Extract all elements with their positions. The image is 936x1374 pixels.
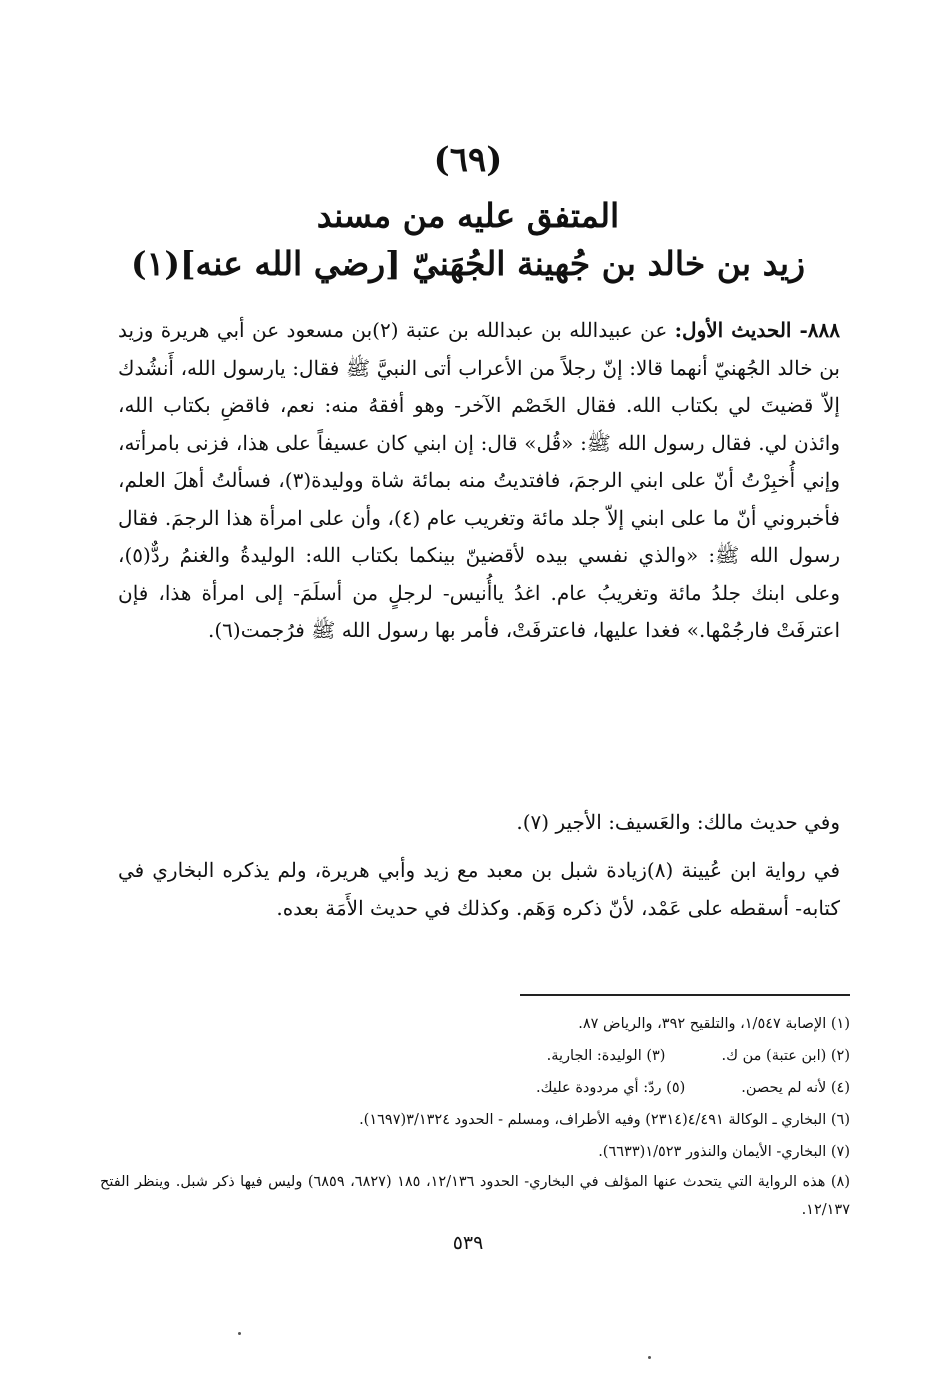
footnote-divider	[520, 994, 850, 996]
footnote-row-4-5	[100, 1072, 850, 1104]
footnotes	[100, 1008, 850, 1224]
page-number: ٥٣٩	[452, 1232, 484, 1254]
section-subtitle: زيد بن خالد بن جُهينة الجُهَنيّ [رضي الله عنه](١)	[130, 244, 806, 283]
footnote-3: (٣) الوليدة: الجارية.	[546, 1048, 666, 1064]
footnote-5: (٥) ردّ: أي مردودة عليك.	[536, 1080, 686, 1096]
scan-speck	[648, 1356, 651, 1359]
scan-speck	[238, 1332, 241, 1335]
footnote-4: (٤) لأنه لم يحصن.	[741, 1080, 850, 1096]
footnote-7: (٧) البخاري- الأيمان والنذور ١/٥٢٣(٦٦٣٣).	[598, 1144, 850, 1160]
hadith-body	[118, 312, 840, 650]
uyayna-note-text: في رواية ابن عُيينة (٨)زيادة شبل بن معبد مع زيد وأبي هريرة، ولم يذكره البخاري في كتابه- أسقطه على عَمْد، لأنّ ذكره وَهَم. وكذلك في حديث الأَمَة بعده.	[118, 858, 841, 920]
hadith-section-number: (٦٩)	[433, 140, 503, 180]
uyayna-note	[118, 852, 840, 927]
section-title: المتفق عليه من مسند	[316, 196, 620, 235]
footnote-8: (٨) هذه الرواية التي يتحدث عنها المؤلف في البخاري- الحدود ١٢/١٣٦، ١٨٥ (٦٨٢٧، ٦٨٥٩) وليس فيها ذكر شبل. وينظر الفتح ١٢/١٣٧.	[100, 1174, 850, 1218]
hadith-text: عن عبيدالله بن عبدالله بن عتبة (٢)بن مسعود عن أبي هريرة وزيد بن خالد الجُهنيّ أنهما قالا: إنّ رجلاً من الأعراب أتى النبيَّ ﷺ فقال: يارسول الله، أَنشُدك إلاّ قضيتَ لي بكتاب الله. فقال الخَصْم الآخر- وهو أفقهُ منه: نعم، فاقضِ بكتاب الله، وائذن لي. فقال رسول الله ﷺ: «قُل» قال: إن ابني كان عسيفاً على هذا، فزنى بامرأته، وإني أُخبِرْتُ أنّ على ابني الرجمَ، فافتديتُ منه بمائة شاة ووليدة(٣)، فسألتُ أهلَ العلم، فأخبروني أنّ ما على ابني إلاّ جلد مائة وتغريب عام (٤)، وأن على امرأة هذا الرجمَ. فقال رسول الله ﷺ: «والذي نفسي بيده لأقضينّ بينكما بكتاب الله: الوليدةُ والغنمُ ردٌّ(٥)، وعلى ابنك جلدُ مائة وتغريبُ عام. اغدُ ياأُنيس- لرجلٍ من أسلَمَ- إلى امرأة هذا، فإن اعترفَتْ فارجُمْها.» فغدا عليها، فاعترفَتْ، فأمر بها رسول الله ﷺ فرُجمت(٦).	[118, 318, 841, 642]
footnote-2: (٢) (ابن عتبة) من ك.	[721, 1048, 850, 1064]
footnote-1: (١) الإصابة ١/٥٤٧، والتلقيح ٣٩٢، والرياض ٨٧.	[578, 1016, 850, 1032]
footnote-6: (٦) البخاري ـ الوكالة ٤/٤٩١(٢٣١٤) وفيه الأطراف، ومسلم - الحدود ٣/١٣٢٤(١٦٩٧).	[359, 1112, 850, 1128]
hadith-paragraph	[118, 312, 840, 650]
malik-note	[118, 804, 840, 842]
footnote-row-2-3	[100, 1040, 850, 1072]
malik-note-text: وفي حديث مالك: والعَسيف: الأجير (٧).	[516, 810, 840, 834]
hadith-lead: ٨٨٨- الحديث الأول:	[674, 318, 840, 342]
